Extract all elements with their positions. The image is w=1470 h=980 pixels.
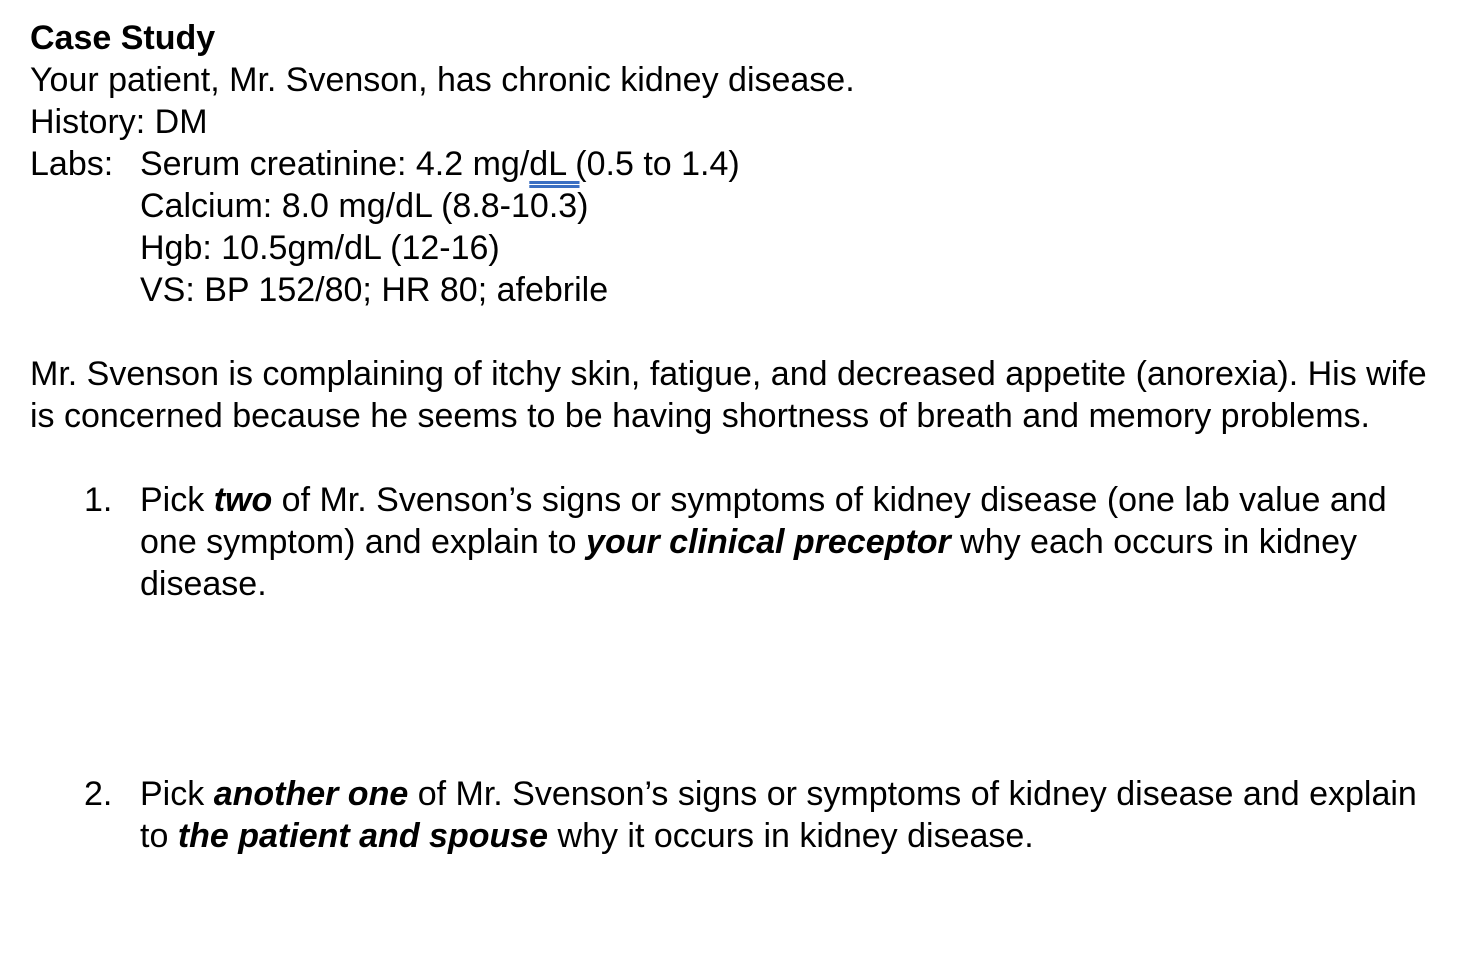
- lab-creatinine-suffix: 0.5 to 1.4): [586, 145, 740, 183]
- question-audience: your clinical preceptor: [586, 523, 951, 561]
- question-emphasis: another one: [213, 775, 409, 813]
- case-study-title: Case Study: [30, 19, 216, 57]
- question-number: 1.: [84, 481, 113, 519]
- question-number: 2.: [84, 775, 113, 813]
- question-text-part: Pick: [140, 481, 214, 519]
- labs-row-creatinine: [30, 143, 1460, 185]
- document-page: [30, 17, 1460, 857]
- answer-space: [30, 605, 1430, 773]
- lab-creatinine-unit: dL (: [529, 145, 587, 183]
- question-item: [30, 773, 1430, 857]
- lab-creatinine-prefix: Serum creatinine: 4.2 mg/: [140, 145, 530, 183]
- lab-vitals: VS: BP 152/80; HR 80; afebrile: [140, 271, 609, 309]
- intro-text: Your patient, Mr. Svenson, has chronic kidney disease.: [30, 61, 855, 99]
- lab-hgb: Hgb: 10.5gm/dL (12-16): [140, 229, 500, 267]
- history-text: History: DM: [30, 103, 208, 141]
- question-text: [140, 775, 1417, 855]
- question-text-part: of Mr. Svenson’s signs or symptoms of kidney disease (one lab value and one symptom) and explain to: [140, 481, 1387, 561]
- question-text-part: Pick: [140, 775, 214, 813]
- questions-list: [30, 479, 1460, 857]
- complaint-paragraph: Mr. Svenson is complaining of itchy skin, fatigue, and decreased appetite (anorexia). His wife is concerned because he seems to be having shortness of breath and memory problems.: [30, 355, 1427, 435]
- question-text-part: why it occurs in kidney disease.: [548, 817, 1034, 855]
- question-text-part: why each occurs in kidney disease.: [140, 523, 1358, 603]
- spacer: [30, 311, 1460, 353]
- lab-creatinine: [140, 143, 740, 185]
- lab-calcium: Calcium: 8.0 mg/dL (8.8-10.3): [140, 187, 589, 225]
- labs-label: Labs:: [30, 145, 114, 183]
- question-item: [30, 479, 1430, 605]
- question-text: [140, 481, 1387, 603]
- question-emphasis: two: [213, 481, 273, 519]
- question-audience: the patient and spouse: [177, 817, 549, 855]
- spacer: [30, 437, 1460, 479]
- question-text-part: of Mr. Svenson’s signs or symptoms of kidney disease and explain to: [140, 775, 1417, 855]
